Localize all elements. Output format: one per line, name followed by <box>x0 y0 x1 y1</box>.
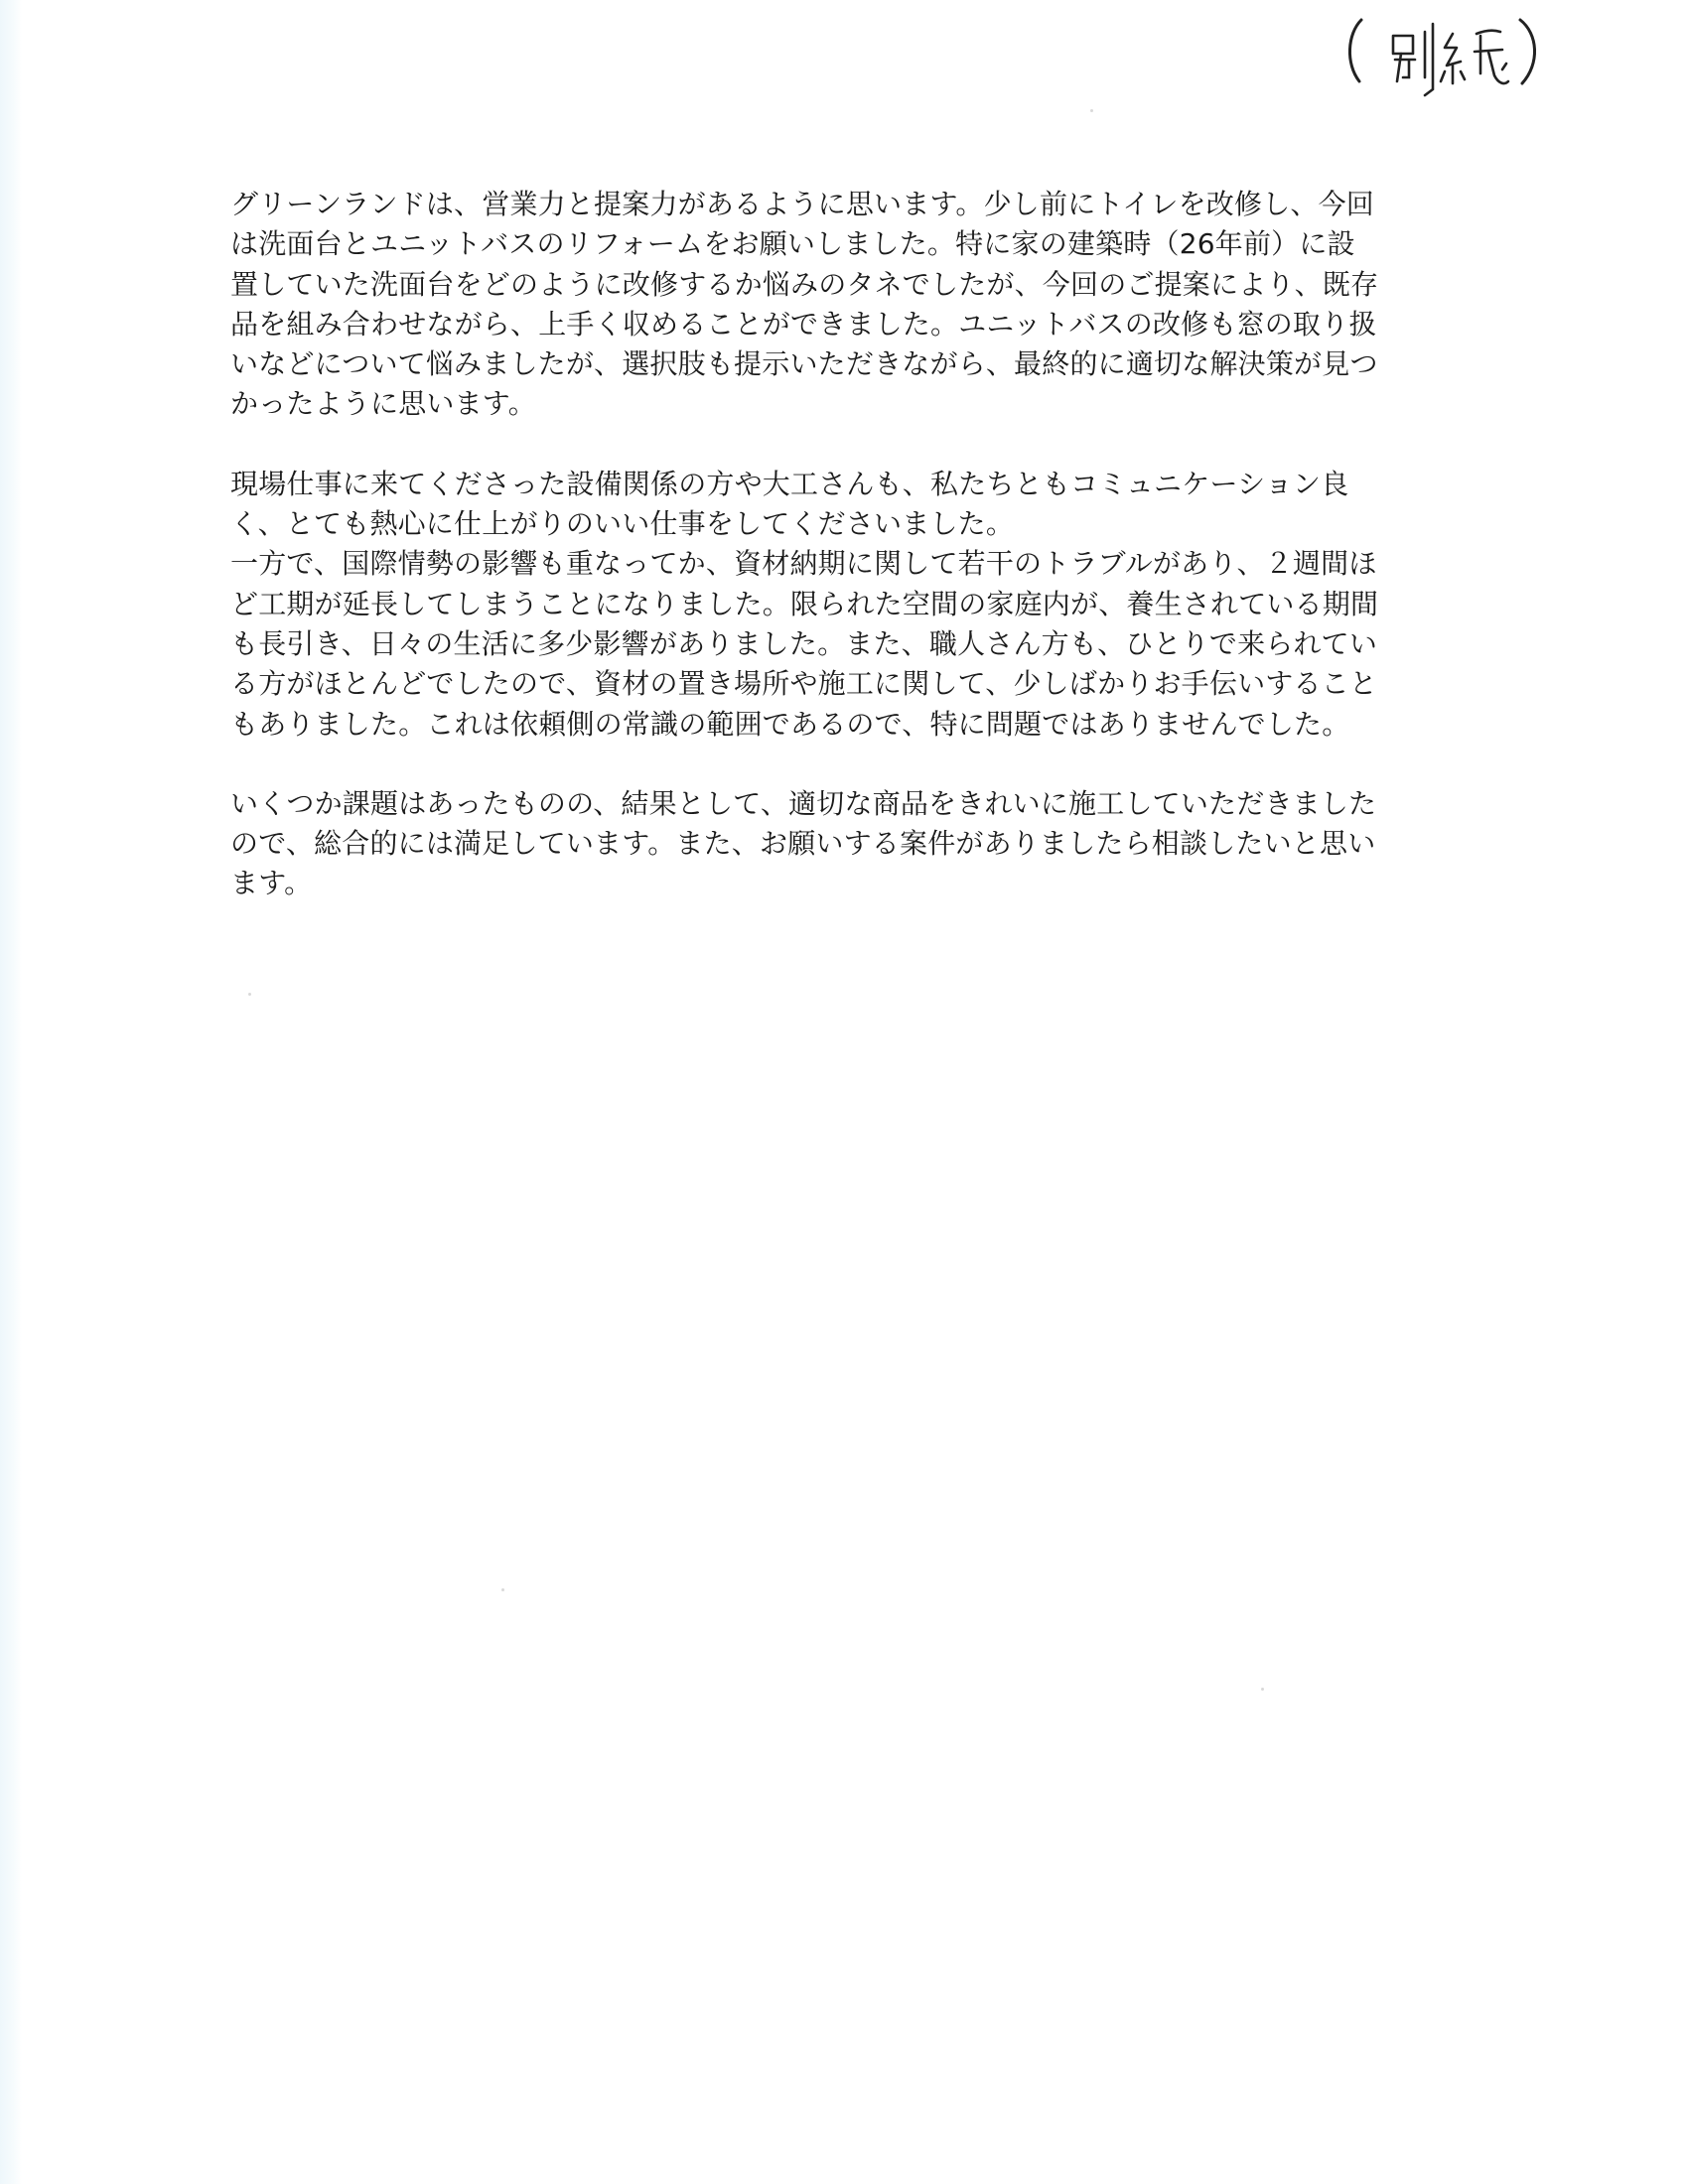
text-line: グリーンランドは、営業力と提案力があるように思います。少し前にトイレを改修し、今回 <box>230 188 1375 220</box>
text-line: 置していた洗面台をどのように改修するか悩みのタネでしたが、今回のご提案により、既存 <box>230 267 1379 301</box>
paragraph-3 <box>230 784 1489 904</box>
paragraph-1 <box>230 185 1489 425</box>
text-line: も長引き、日々の生活に多少影響がありました。また、職人さん方も、ひとりで来られてい <box>230 626 1378 660</box>
scan-speck <box>501 1588 504 1591</box>
text-line: は洗面台とユニットバスのリフォームをお願いしました。特に家の建築時（26年前）に設 <box>230 227 1355 261</box>
paragraph-2 <box>230 465 1489 745</box>
text-line: く、とても熱心に仕上がりのいい仕事をしてくださいました。 <box>230 507 1015 541</box>
text-line: 一方で、国際情勢の影響も重なってか、資材納期に関して若干のトラブルがあり、２週間ほ <box>230 547 1377 581</box>
text-line: ます。 <box>230 867 313 900</box>
text-line: 品を組み合わせながら、上手く収めることができました。ユニットバスの改修も窓の取り扱 <box>230 307 1377 341</box>
scan-speck <box>248 993 251 996</box>
handwritten-bessi-mark <box>1336 12 1554 103</box>
text-line: いくつか課題はあったものの、結果として、適切な商品をきれいに施工していただきました <box>230 786 1377 820</box>
text-line: もありました。これは依頼側の常識の範囲であるので、特に問題ではありませんでした。 <box>230 707 1350 741</box>
scan-edge-shadow <box>0 0 22 2184</box>
text-line: いなどについて悩みましたが、選択肢も提示いただきながら、最終的に適切な解決策が見つ <box>230 347 1378 381</box>
text-line: かったように思います。 <box>230 387 536 421</box>
scan-speck <box>1261 1688 1264 1691</box>
text-line: ど工期が延長してしまうことになりました。限られた空間の家庭内が、養生されている期間 <box>230 587 1379 620</box>
scan-speck <box>1090 109 1093 112</box>
handwritten-annotation <box>1336 12 1554 103</box>
text-line: る方がほとんどでしたので、資材の置き場所や施工に関して、少しばかりお手伝いすること <box>230 667 1378 701</box>
document-body <box>230 185 1489 944</box>
text-line: ので、総合的には満足しています。また、お願いする案件がありましたら相談したいと思い <box>230 827 1376 861</box>
text-line: 現場仕事に来てくださった設備関係の方や大工さんも、私たちともコミュニケーション良 <box>230 467 1349 500</box>
